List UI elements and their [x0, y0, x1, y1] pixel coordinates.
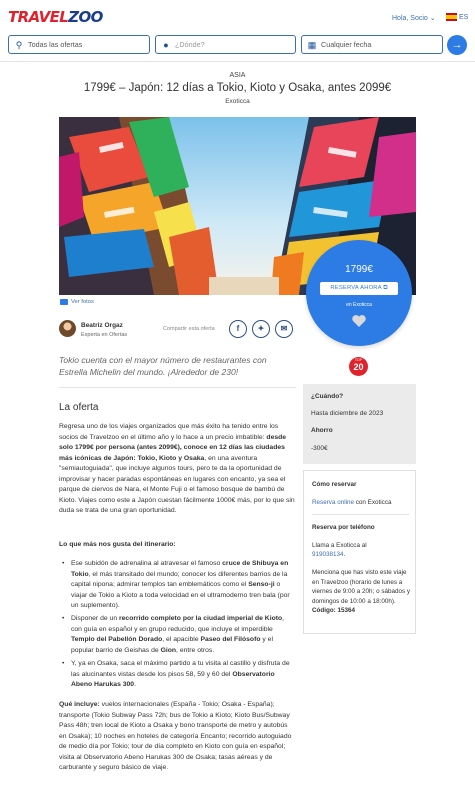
booking-box: [303, 470, 416, 634]
when-label: ¿Cuándo?: [311, 393, 344, 400]
deal-category: ASIA: [229, 72, 246, 79]
account-menu[interactable]: Hola, Socio ⌄: [392, 15, 436, 22]
email-icon: ✉: [280, 324, 288, 333]
heart-icon[interactable]: [351, 313, 367, 329]
share-label: Compartir esta oferta: [163, 326, 215, 332]
location-search-field[interactable]: ● ¿Dónde?: [155, 35, 296, 54]
travelzoo-logo[interactable]: TRAVELZOO: [8, 8, 103, 26]
sidebar-divider: [312, 514, 409, 515]
includes-text: Qué incluye: vuelos internacionales (España - Tokio; Osaka - España); transporte (Tokio Subway Pass 72h; bus de Tokio a Kioto; Kioto Bus/Subway Pass 48h; tren local de Kioto a Osaka y bono transporte de metro y autobús en Osaka); 10 noches en hoteles de categoría Encanto; recorrido autoguiado de medio día por Tokio; tour de día completo en Kioto con guía en español; visita al Observatorio Abeno Harukas 300 de Osaka; tasas aéreas y de carburante y seguro básico de viaje.: [59, 701, 292, 771]
category-search-field[interactable]: ⚲ Todas las ofertas: [8, 35, 150, 54]
offer-intro: Regresa uno de los viajes organizados que más éxito ha tenido entre los socios de Travelzoo en el último año y lo hace a un precio imbatible: desde solo 1799€ por persona (antes 2099€), conoce en 12 días las ciudades más icónicas de Japón: Tokio, Kioto y Osaka, en una aventura "semiautoguiada", que incluye algunos tours, pero te da la oportunidad de improvisar y hacer paradas espontáneas en lugares con encanto, ya sea el parque de ciervos de Nara, el Monte Fuji o el famoso bosque de bambú de Kioto. Viajes como este a Japón cuestan fácilmente 1000€ más, por lo que sin duda se trata de una gran oportunidad.: [59, 423, 295, 514]
when-value: Hasta diciembre de 2023: [311, 410, 384, 417]
book-online-line: Reserva online con Exoticca: [312, 499, 392, 506]
language-selector[interactable]: ES: [459, 14, 469, 21]
phone-booking-label: Reserva por teléfono: [312, 524, 375, 531]
search-submit-button[interactable]: [447, 35, 467, 55]
view-photos-link[interactable]: Ver fotos: [60, 299, 94, 305]
when-box: [303, 384, 416, 464]
author-name: Beatriz Orgaz: [81, 322, 123, 329]
twitter-share-button[interactable]: [252, 320, 270, 338]
spain-flag-icon[interactable]: [446, 13, 457, 21]
highlights-heading: Lo que más nos gusta del itinerario:: [59, 541, 176, 548]
date-search-field[interactable]: ▦ Cualquier fecha: [301, 35, 443, 54]
highlight-item: • Ese subidón de adrenalina al atravesar el famoso cruce de Shibuya en Tokio, el más transitado del mundo; conocer los diferentes barrios de la capital nipona; admirar templos tan emblemáticos como el Senso-ji o viajar de Tokio a Kioto a toda velocidad en el ultramoderno tren bala (por un suplemento).: [71, 559, 296, 612]
highlight-item: • Y, ya en Osaka, saca el máximo partido a tu visita al castillo y disfruta de las alucinantes vistas desde los pisos 58, 59 y 60 del Observatorio Abeno Harukas 300.: [71, 659, 296, 691]
site-header: [0, 0, 475, 62]
savings-label: Ahorro: [311, 427, 333, 434]
deal-quote: Tokio cuenta con el mayor número de restaurantes con Estrella Michelin del mundo. ¡Alrededor de 230!: [59, 355, 267, 377]
author-role: Experta en Ofertas: [81, 332, 128, 338]
facebook-icon: f: [236, 324, 240, 333]
phone-intro: Llama a Exoticca al: [312, 542, 367, 549]
top20-badge: TOP 20: [349, 357, 368, 376]
facebook-share-button[interactable]: [229, 320, 247, 338]
deal-provider: Exoticca: [225, 98, 250, 105]
book-online-link[interactable]: Reserva online: [312, 499, 355, 506]
twitter-icon: ✦: [257, 324, 265, 333]
deal-price: 1799€: [345, 264, 373, 275]
email-share-button[interactable]: [275, 320, 293, 338]
phone-note: Menciona que has visto este viaje en Travelzoo (horario de lunes a viernes de 9:00 a 20h; o sábados y domingos de 10:00 a 18:00h). Código: 15364: [312, 569, 411, 614]
section-divider: [59, 387, 296, 388]
location-pin-icon: ●: [163, 39, 169, 50]
author-avatar: [59, 320, 76, 337]
deal-title: 1799€ – Japón: 12 días a Tokio, Kioto y Osaka, antes 2099€: [83, 82, 392, 94]
search-icon: ⚲: [15, 39, 23, 50]
reserve-provider-note: en Exoticca: [346, 302, 372, 308]
highlight-item: • Disponer de un recorrido completo por la ciudad imperial de Kioto, con guía en español y en grupo reducido, que incluye el imperdible Templo del Pabellón Dorado, el apacible Paseo del Filósofo y el popular barrio de Geishas de Gion, entre otros.: [71, 614, 296, 656]
calendar-icon: ▦: [307, 39, 317, 50]
how-to-book-label: Cómo reservar: [312, 481, 357, 488]
savings-value: -300€: [311, 445, 328, 452]
camera-icon: [60, 299, 68, 305]
phone-number-link[interactable]: 919038134: [312, 551, 344, 558]
phone-number-line: 919038134.: [312, 551, 346, 558]
reserve-now-button[interactable]: RESERVA AHORA ⧉: [320, 282, 398, 295]
price-circle: [306, 240, 412, 346]
offer-heading: La oferta: [59, 402, 99, 413]
arrow-right-icon: →: [451, 39, 463, 51]
